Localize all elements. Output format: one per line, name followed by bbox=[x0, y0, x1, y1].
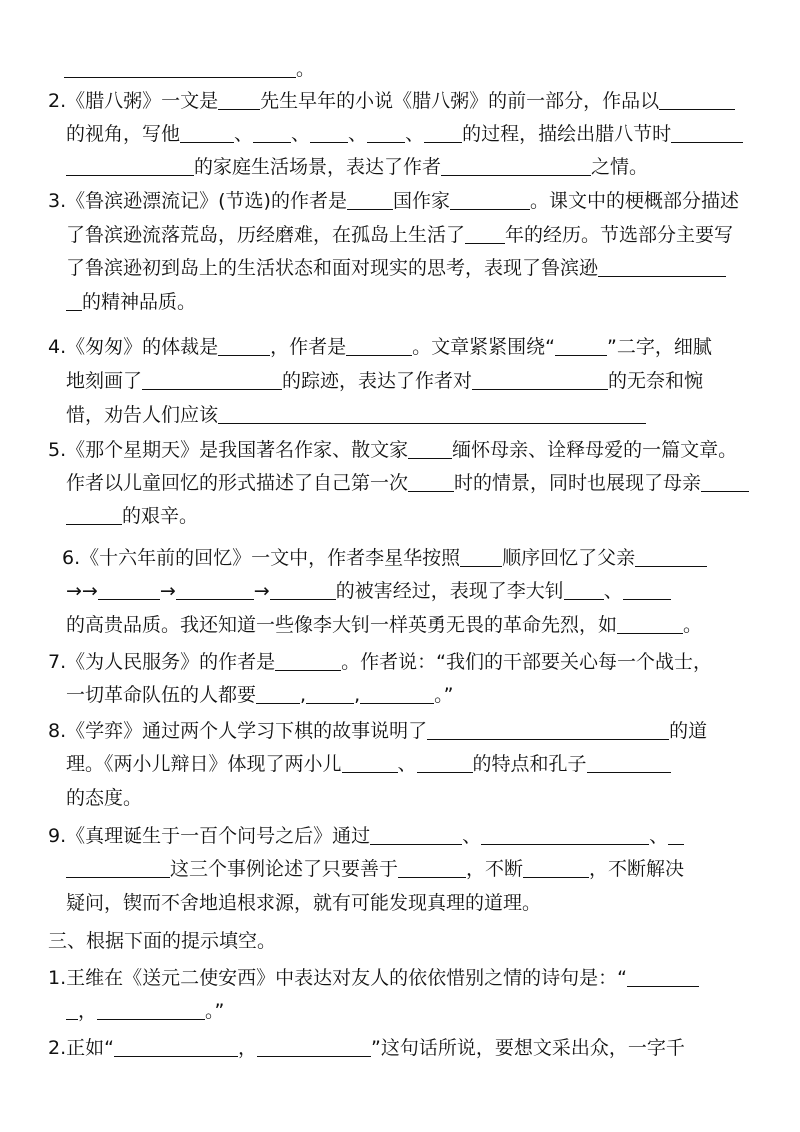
text-fragment: ， bbox=[78, 1000, 98, 1022]
q7-line-1 bbox=[0, 649, 800, 675]
text-fragment: 国作家 bbox=[392, 190, 450, 212]
text-fragment: 、 bbox=[291, 123, 311, 145]
text-fragment: 顺序回忆了父亲 bbox=[502, 547, 636, 569]
text-fragment: 2.正如“ bbox=[48, 1037, 114, 1059]
answer-blank[interactable] bbox=[270, 579, 336, 600]
answer-blank[interactable] bbox=[253, 122, 291, 143]
text-fragment: 。文章紧紧围绕“ bbox=[412, 336, 555, 358]
text-fragment: 、 bbox=[397, 753, 417, 775]
answer-blank[interactable] bbox=[427, 719, 669, 740]
text-fragment: 的特点和孔子 bbox=[472, 753, 587, 775]
text-fragment: 的高贵品质。我还知道一些像李大钊一样英勇无畏的革命先烈，如 bbox=[66, 614, 618, 636]
answer-blank[interactable] bbox=[555, 335, 607, 356]
q5-line-2 bbox=[0, 470, 800, 496]
answer-blank[interactable] bbox=[627, 966, 699, 987]
text-fragment: 的无奈和惋 bbox=[608, 370, 704, 392]
answer-blank[interactable] bbox=[66, 290, 82, 311]
q2-line-3 bbox=[0, 154, 800, 180]
s3-q1-line-2 bbox=[0, 998, 800, 1024]
q8-line-1 bbox=[0, 718, 800, 744]
answer-blank[interactable] bbox=[668, 824, 684, 845]
text-fragment: 、 bbox=[649, 825, 669, 847]
text-fragment: ，不断 bbox=[466, 858, 524, 880]
text-fragment: 之情。 bbox=[591, 156, 649, 178]
answer-blank[interactable] bbox=[450, 189, 530, 210]
q9-line-3 bbox=[0, 890, 800, 916]
text-fragment: 缅怀母亲、诠释母爱的一篇文章。 bbox=[452, 439, 738, 461]
q6-line-3 bbox=[0, 612, 800, 638]
text-fragment: 。” bbox=[205, 1000, 225, 1022]
text-fragment: 惜，劝告人们应该 bbox=[66, 404, 219, 426]
answer-blank[interactable] bbox=[617, 613, 683, 634]
answer-blank[interactable] bbox=[218, 89, 260, 110]
answer-blank[interactable] bbox=[481, 824, 649, 845]
text-fragment: 7.《为人民服务》的作者是 bbox=[48, 651, 276, 673]
q1-tail-line bbox=[0, 56, 800, 82]
answer-blank[interactable] bbox=[275, 650, 341, 671]
q4-line-1 bbox=[0, 334, 800, 360]
answer-blank[interactable] bbox=[64, 57, 296, 78]
text-fragment: 9.《真理诞生于一百个问号之后》通过 bbox=[48, 825, 371, 847]
text-fragment: 的精神品质。 bbox=[82, 291, 197, 313]
answer-blank[interactable] bbox=[142, 369, 282, 390]
text-fragment: 的道 bbox=[669, 720, 708, 742]
q2-line-1 bbox=[0, 88, 800, 114]
answer-blank[interactable] bbox=[114, 1036, 238, 1057]
text-fragment: ， bbox=[237, 1037, 257, 1059]
answer-blank[interactable] bbox=[671, 122, 743, 143]
text-fragment: 的视角，写他 bbox=[66, 123, 181, 145]
answer-blank[interactable] bbox=[346, 335, 412, 356]
text-fragment: 6.《十六年前的回忆》一文中，作者李星华按照 bbox=[62, 547, 461, 569]
answer-blank[interactable] bbox=[257, 1036, 371, 1057]
answer-blank[interactable] bbox=[367, 122, 405, 143]
text-fragment: 时的情景，同时也展现了母亲 bbox=[454, 472, 702, 494]
q6-line-1 bbox=[0, 545, 800, 571]
answer-blank[interactable] bbox=[180, 122, 234, 143]
q6-line-2 bbox=[0, 578, 800, 604]
text-fragment: 2.《腊八粥》一文是 bbox=[48, 90, 219, 112]
text-fragment: 1.王维在《送元二使安西》中表达对友人的依依惜别之情的诗句是：“ bbox=[48, 967, 627, 989]
text-fragment: →→ bbox=[66, 580, 98, 602]
text-fragment: 的态度。 bbox=[66, 787, 143, 809]
answer-blank[interactable] bbox=[408, 471, 454, 492]
text-fragment: , bbox=[354, 684, 361, 706]
answer-blank[interactable] bbox=[417, 752, 473, 773]
text-fragment: ，作者是 bbox=[270, 336, 347, 358]
q3-line-3 bbox=[0, 255, 800, 281]
q2-line-2 bbox=[0, 121, 800, 147]
answer-blank[interactable] bbox=[460, 546, 502, 567]
answer-blank[interactable] bbox=[218, 403, 646, 424]
text-fragment: 。 bbox=[296, 58, 316, 80]
q3-line-1 bbox=[0, 188, 800, 214]
text-fragment: 疑问，锲而不舍地追根求源，就有可能发现真理的道理。 bbox=[66, 892, 542, 914]
q3-line-4 bbox=[0, 289, 800, 315]
text-fragment: 的被害经过，表现了李大钊 bbox=[335, 580, 564, 602]
answer-blank[interactable] bbox=[66, 857, 170, 878]
answer-blank[interactable] bbox=[659, 89, 735, 110]
text-fragment: 。 bbox=[683, 614, 703, 636]
text-fragment: 。作者说：“我们的干部要关心每一个战士， bbox=[341, 651, 712, 673]
answer-blank[interactable] bbox=[256, 683, 300, 704]
q5-line-1 bbox=[0, 437, 800, 463]
answer-blank[interactable] bbox=[701, 471, 749, 492]
text-fragment: 的过程，描绘出腊八节时 bbox=[462, 123, 672, 145]
text-fragment: 的艰辛。 bbox=[122, 505, 199, 527]
text-fragment: 8.《学弈》通过两个人学习下棋的故事说明了 bbox=[48, 720, 428, 742]
q8-line-2 bbox=[0, 751, 800, 777]
text-fragment: 。” bbox=[434, 684, 454, 706]
answer-blank[interactable] bbox=[598, 256, 726, 277]
answer-blank[interactable] bbox=[66, 155, 194, 176]
text-fragment: 了鲁滨逊流落荒岛，历经磨难，在孤岛上生活了 bbox=[66, 224, 466, 246]
answer-blank[interactable] bbox=[66, 999, 78, 1020]
q9-line-1 bbox=[0, 823, 800, 849]
text-fragment: 这三个事例论述了只要善于 bbox=[170, 858, 399, 880]
q4-line-3 bbox=[0, 402, 800, 428]
text-fragment: 4.《匆匆》的体裁是 bbox=[48, 336, 219, 358]
text-fragment: 作者以儿童回忆的形式描述了自己第一次 bbox=[66, 472, 409, 494]
answer-blank[interactable] bbox=[398, 857, 466, 878]
answer-blank[interactable] bbox=[342, 752, 398, 773]
text-fragment: 5.《那个星期天》是我国著名作家、散文家 bbox=[48, 439, 409, 461]
text-fragment: → bbox=[253, 580, 270, 602]
answer-blank[interactable] bbox=[360, 683, 434, 704]
answer-blank[interactable] bbox=[587, 752, 671, 773]
s3-q1-line-1 bbox=[0, 965, 800, 991]
answer-blank[interactable] bbox=[623, 579, 671, 600]
answer-blank[interactable] bbox=[306, 683, 354, 704]
text-fragment: 地刻画了 bbox=[66, 370, 143, 392]
q5-line-3 bbox=[0, 503, 800, 529]
text-fragment: ”这句话所说，要想文采出众，一字千 bbox=[371, 1037, 685, 1059]
text-fragment: 。课文中的梗概部分描述 bbox=[529, 190, 739, 212]
answer-blank[interactable] bbox=[465, 223, 505, 244]
answer-blank[interactable] bbox=[218, 335, 270, 356]
section-heading-text: 三、根据下面的提示填空。 bbox=[48, 930, 277, 952]
text-fragment: 、 bbox=[234, 123, 254, 145]
answer-blank[interactable] bbox=[441, 155, 591, 176]
answer-blank[interactable] bbox=[424, 122, 462, 143]
text-fragment: , bbox=[300, 684, 307, 706]
text-fragment: 理。《两小儿辩日》体现了两小儿 bbox=[66, 753, 342, 775]
text-fragment: 、 bbox=[405, 123, 425, 145]
text-fragment: 、 bbox=[603, 580, 623, 602]
answer-blank[interactable] bbox=[347, 189, 393, 210]
q8-line-3 bbox=[0, 785, 800, 811]
answer-blank[interactable] bbox=[472, 369, 608, 390]
text-fragment: → bbox=[159, 580, 176, 602]
q4-line-2 bbox=[0, 368, 800, 394]
text-fragment: ，不断解决 bbox=[589, 858, 685, 880]
q9-line-2 bbox=[0, 856, 800, 882]
text-fragment: 的家庭生活场景，表达了作者 bbox=[194, 156, 442, 178]
text-fragment: 先生早年的小说《腊八粥》的前一部分，作品以 bbox=[260, 90, 660, 112]
answer-blank[interactable] bbox=[635, 546, 707, 567]
answer-blank[interactable] bbox=[408, 438, 452, 459]
q3-line-2 bbox=[0, 222, 800, 248]
text-fragment: 的踪迹，表达了作者对 bbox=[282, 370, 473, 392]
text-fragment: 、 bbox=[348, 123, 368, 145]
q7-line-2 bbox=[0, 682, 800, 708]
answer-blank[interactable] bbox=[176, 579, 254, 600]
s3-q2-line-1 bbox=[0, 1035, 800, 1061]
section-3-heading bbox=[0, 928, 800, 954]
text-fragment: 年的经历。节选部分主要写 bbox=[505, 224, 734, 246]
answer-blank[interactable] bbox=[523, 857, 589, 878]
text-fragment: 3.《鲁滨逊漂流记》(节选)的作者是 bbox=[48, 190, 347, 212]
text-fragment: ”二字，细腻 bbox=[607, 336, 712, 358]
text-fragment: 、 bbox=[462, 825, 482, 847]
text-fragment: 了鲁滨逊初到岛上的生活状态和面对现实的思考，表现了鲁滨逊 bbox=[66, 257, 599, 279]
answer-blank[interactable] bbox=[98, 579, 160, 600]
text-fragment: 一切革命队伍的人都要 bbox=[66, 684, 257, 706]
answer-blank[interactable] bbox=[66, 504, 122, 525]
answer-blank[interactable] bbox=[97, 999, 205, 1020]
answer-blank[interactable] bbox=[564, 579, 604, 600]
answer-blank[interactable] bbox=[370, 824, 462, 845]
answer-blank[interactable] bbox=[310, 122, 348, 143]
